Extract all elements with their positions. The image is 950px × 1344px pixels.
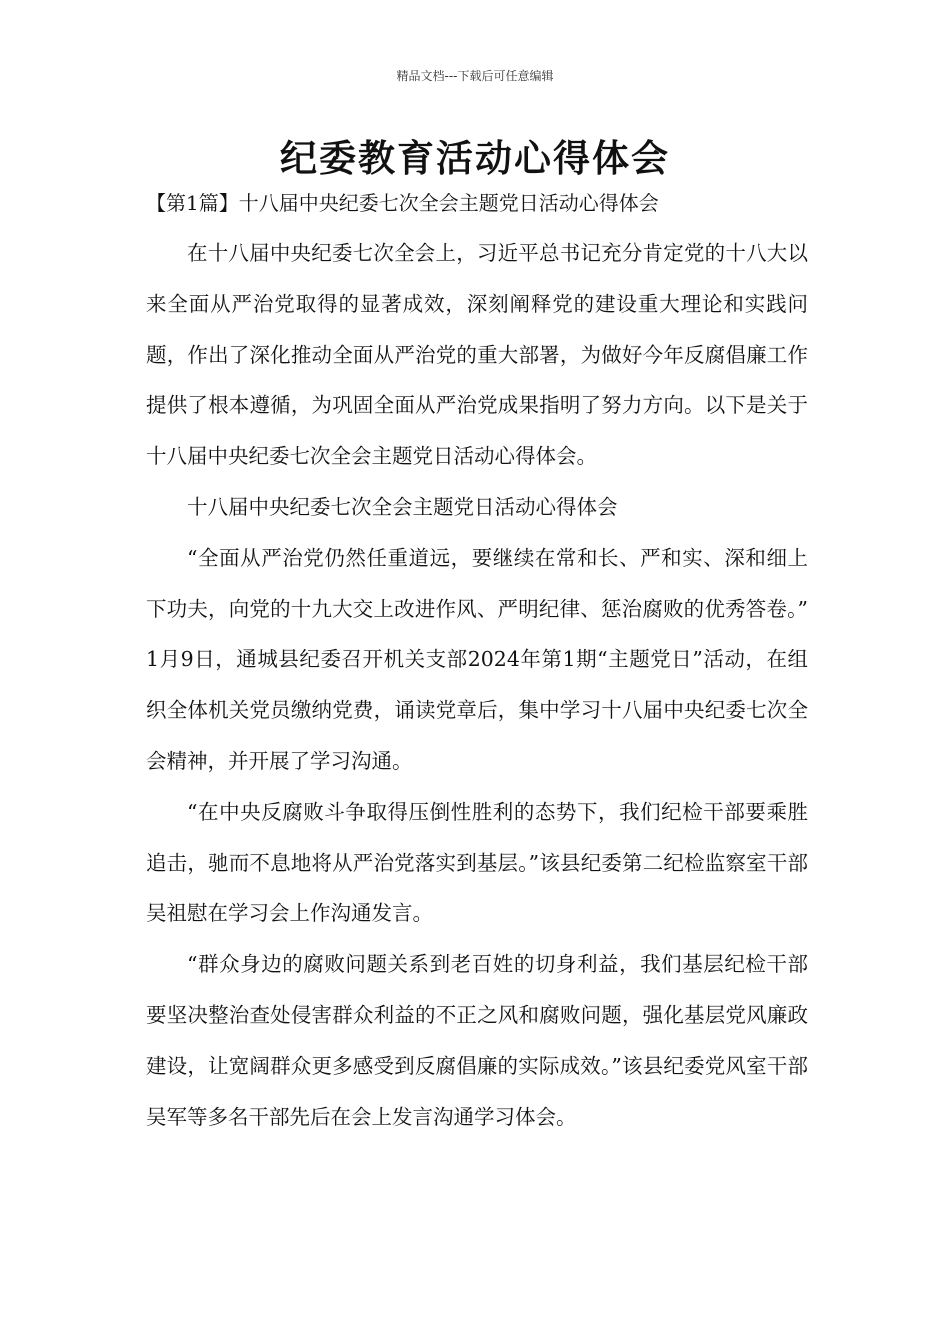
section-subheading: 十八届中央纪委七次全会主题党日活动心得体会 xyxy=(187,494,618,519)
paragraph: “群众身边的腐败问题关系到老百姓的切身利益，我们基层纪检干部要坚决整治查处侵害群众利益的不正之风和腐败问题，强化基层党风廉政建设，让宽阔群众更多感受到反腐倡廉的实际成效。”该县纪委党风室干部吴军等多名干部先后在会上发言沟通学习体会。 xyxy=(146,952,808,1129)
paragraph: 在十八届中央纪委七次全会上，习近平总书记充分肯定党的十八大以来全面从严治党取得的显著成效，深刻阐释党的建设重大理论和实践问题，作出了深化推动全面从严治党的重大部署，为做好今年反腐倡廉工作提供了根本遵循，为巩固全面从严治党成果指明了努力方向。以下是关于十八届中央纪委七次全会主题党日活动心得体会。 xyxy=(146,241,808,469)
document-title: 纪委教育活动心得体会 xyxy=(280,137,670,180)
paragraph: “全面从严治党仍然任重道远，要继续在常和长、严和实、深和细上下功夫，向党的十九大交上改进作风、严明纪律、惩治腐败的优秀答卷。” 1月9日，通城县纪委召开机关支部2024年第1期“主题党日”活动，在组织全体机关党员缴纳党费，诵读党章后，集中学习十八届中央纪委七次全会精神，并开展了学习沟通。 xyxy=(146,545,808,773)
article-heading: 【第1篇】十八届中央纪委七次全会主题党日活动心得体会 xyxy=(146,191,659,215)
paragraph: “在中央反腐败斗争取得压倒性胜利的态势下，我们纪检干部要乘胜追击，驰而不息地将从严治党落实到基层。”该县纪委第二纪检监察室干部吴祖慰在学习会上作沟通发言。 xyxy=(146,799,808,926)
header-note: 精品文档---下载后可任意编辑 xyxy=(396,69,554,83)
document-body xyxy=(146,228,808,1142)
